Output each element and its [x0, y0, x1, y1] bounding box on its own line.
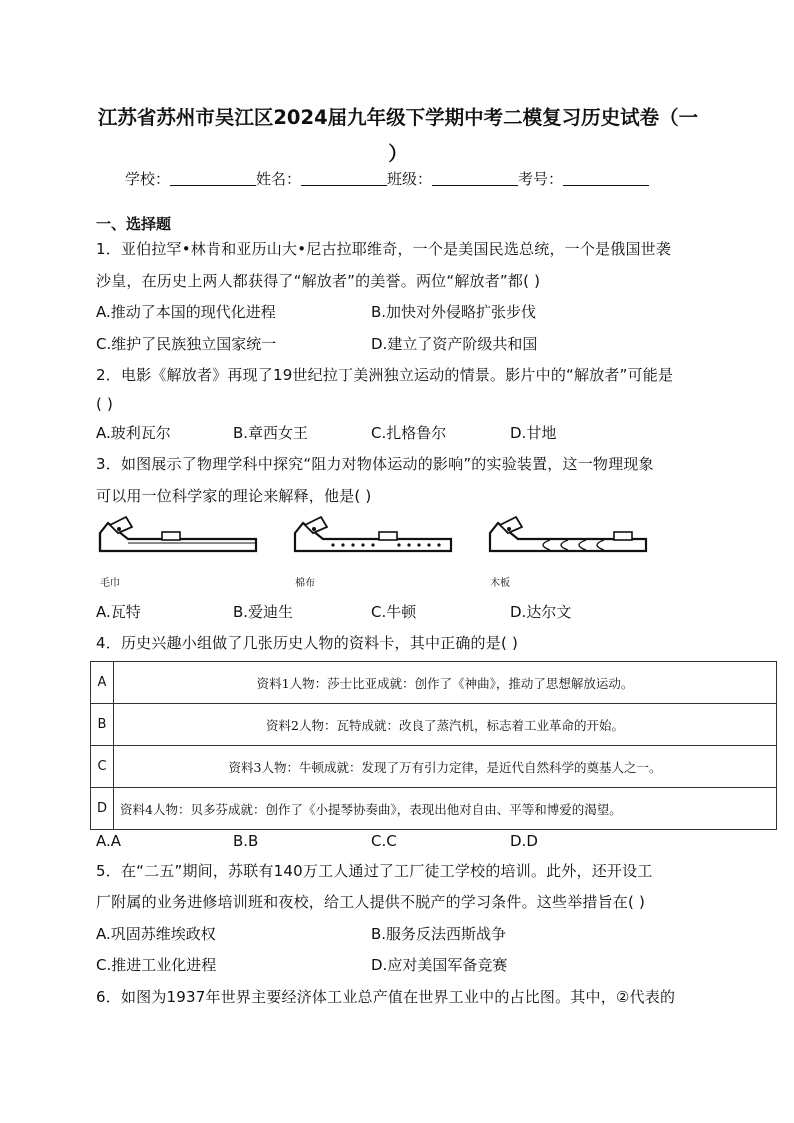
ramp-towel-figure — [98, 515, 260, 560]
q5-option-c: C.推进工业化进程 — [96, 956, 217, 974]
table-row — [91, 704, 777, 746]
q1-line-1: 1．亚伯拉罕•林肯和亚历山大•尼古拉耶维奇，一个是美国民选总统，一个是俄国世袭 — [96, 240, 672, 258]
q2-option-c: C.扎格鲁尔 — [371, 424, 447, 442]
q4-line-1: 4．历史兴趣小组做了几张历史人物的资料卡，其中正确的是( ) — [96, 634, 519, 652]
q5-line-2: 厂附属的业务进修培训班和夜校，给工人提供不脱产的学习条件。这些举措旨在( ) — [96, 893, 646, 911]
q2-line-1: 2．电影《解放者》再现了19世纪拉丁美洲独立运动的情景。影片中的“解放者”可能是 — [96, 366, 674, 384]
section-heading: 一、选择题 — [96, 215, 172, 233]
card-key: D — [91, 788, 114, 830]
card-key: A — [91, 662, 114, 704]
card-key: B — [91, 704, 114, 746]
q6-line-1: 6．如图为1937年世界主要经济体工业总产值在世界工业中的占比图。其中，②代表的 — [96, 988, 676, 1006]
card-key: C — [91, 746, 114, 788]
exam-no-label: 考号： — [518, 170, 564, 188]
q1-option-a: A.推动了本国的现代化进程 — [96, 303, 276, 321]
exam-no-blank — [563, 169, 649, 186]
q4-option-d: D.D — [510, 832, 538, 850]
card-content: 资料4人物：贝多芬成就：创作了《小提琴协奏曲》，表现出他对自由、平等和博爱的渴望。 — [114, 788, 777, 830]
table-row — [91, 788, 777, 830]
ramp-cotton-figure — [293, 515, 455, 560]
fig-caption-towel: 毛巾 — [100, 578, 120, 589]
card-content: 资料3人物：牛顿成就：发现了万有引力定律，是近代自然科学的奠基人之一。 — [114, 746, 777, 788]
class-blank — [432, 169, 518, 186]
name-blank — [301, 169, 387, 186]
q5-option-a: A.巩固苏维埃政权 — [96, 925, 216, 943]
school-label: 学校： — [125, 170, 171, 188]
q1-option-c: C.维护了民族独立国家统一 — [96, 335, 277, 353]
q2-option-a: A.玻利瓦尔 — [96, 424, 171, 442]
q5-option-b: B.服务反法西斯战争 — [371, 925, 507, 943]
q3-option-d: D.达尔文 — [510, 603, 572, 621]
q3-line-1: 3．如图展示了物理学科中探究“阻力对物体运动的影响”的实验装置，这一物理现象 — [96, 455, 654, 473]
fig-caption-board: 木板 — [490, 578, 510, 589]
q4-option-c: C.C — [371, 832, 397, 850]
fig-caption-cotton: 棉布 — [295, 578, 315, 589]
q4-option-b: B.B — [233, 832, 259, 850]
profile-cards-table — [90, 661, 777, 830]
class-label: 班级： — [387, 170, 433, 188]
student-info — [125, 168, 649, 189]
q2-option-b: B.章西女王 — [233, 424, 309, 442]
q2-option-d: D.甘地 — [510, 424, 557, 442]
q2-line-2: ( ) — [96, 395, 114, 413]
page-title — [88, 100, 708, 172]
q1-option-b: B.加快对外侵略扩张步伐 — [371, 303, 537, 321]
table-row — [91, 662, 777, 704]
q1-line-2: 沙皇，在历史上两人都获得了“解放者”的美誉。两位“解放者”都( ) — [96, 272, 541, 290]
q3-option-b: B.爱迪生 — [233, 603, 294, 621]
school-blank — [170, 169, 256, 186]
table-row — [91, 746, 777, 788]
card-content: 资料2人物：瓦特成就：改良了蒸汽机，标志着工业革命的开始。 — [114, 704, 777, 746]
q5-option-d: D.应对美国军备竞赛 — [371, 956, 508, 974]
q3-option-c: C.牛顿 — [371, 603, 417, 621]
ramp-board-figure — [488, 515, 650, 560]
title-line-1: 江苏省苏州市吴江区2024届九年级下学期中考二模复习历史试卷（一 — [97, 106, 699, 129]
q3-option-a: A.瓦特 — [96, 603, 141, 621]
q3-line-2: 可以用一位科学家的理论来解释，他是( ) — [96, 487, 372, 505]
q4-option-a: A.A — [96, 832, 122, 850]
title-line-2: ） — [388, 142, 408, 165]
card-content: 资料1人物：莎士比亚成就：创作了《神曲》，推动了思想解放运动。 — [114, 662, 777, 704]
q5-line-1: 5．在“二五”期间，苏联有140万工人通过了工厂徒工学校的培训。此外，还开设工 — [96, 862, 653, 880]
q1-option-d: D.建立了资产阶级共和国 — [371, 335, 538, 353]
name-label: 姓名： — [256, 170, 302, 188]
